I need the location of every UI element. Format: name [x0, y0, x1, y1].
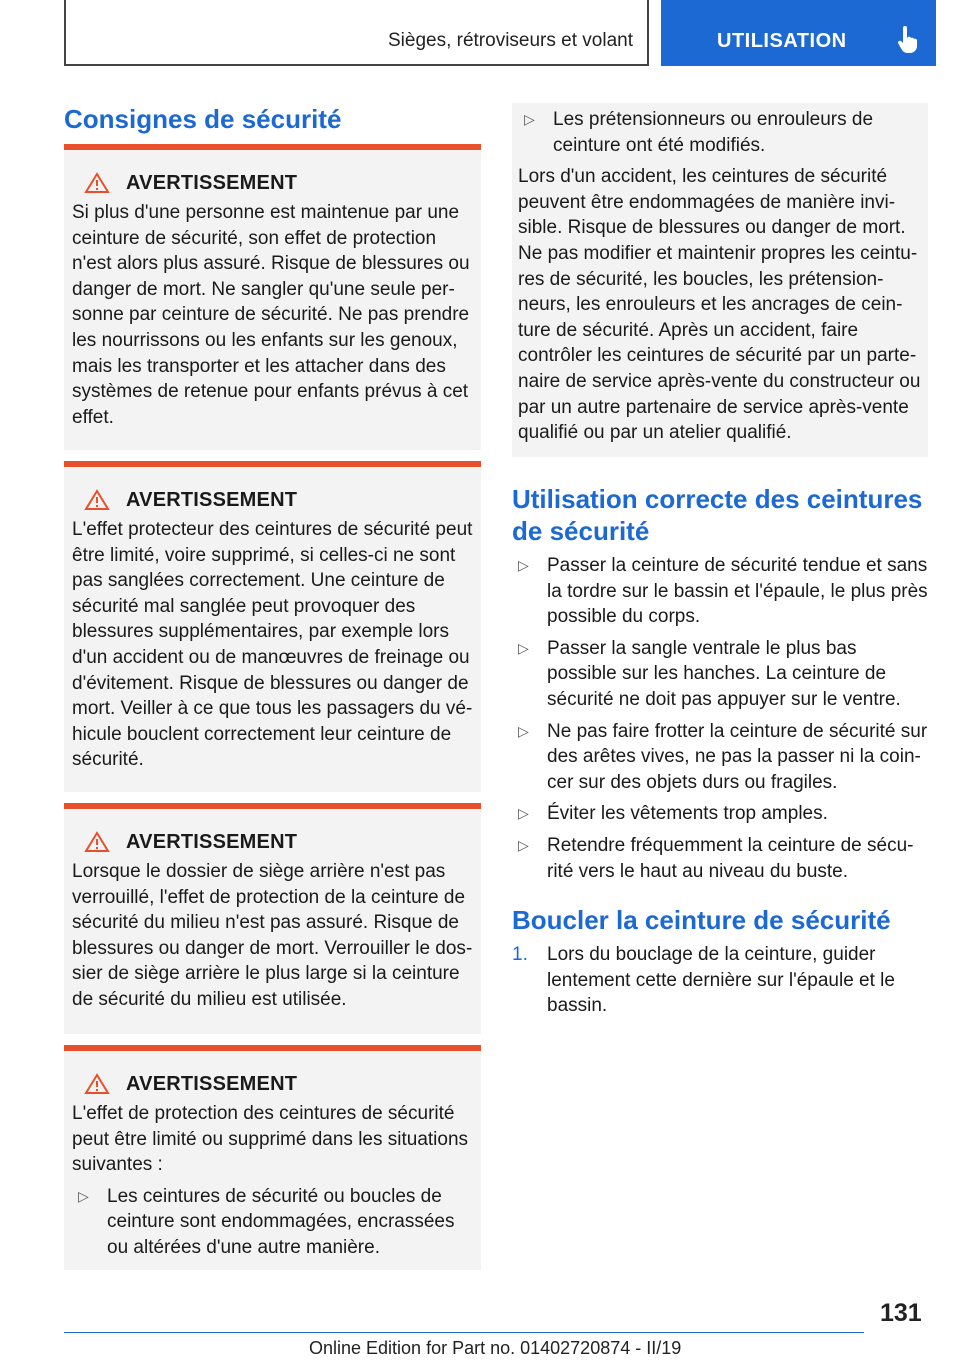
warning-triangle-icon — [84, 489, 110, 511]
section-buckle — [512, 904, 928, 1019]
list-item: ▷ Ne pas faire frotter la ceinture de sécurité sur des arêtes vives, ne pas la passer ni la coincer sur des objets durs ou fragiles. — [518, 720, 928, 793]
triangle-bullet-icon: ▷ — [78, 1187, 89, 1204]
section-heading-correct-use: Utilisation correcte des ceintures de sécurité — [512, 484, 923, 546]
list-item: ▷ Éviter les vêtements trop amples. — [512, 801, 928, 827]
section-correct-use — [512, 483, 928, 884]
triangle-bullet-icon: ▷ — [518, 805, 529, 822]
list-item: ▷ Retendre fréquemment la ceinture de sécurité vers le haut au niveau du buste. — [518, 834, 914, 882]
warning-title: AVERTISSEMENT — [126, 1072, 298, 1095]
warning-text: Si plus d'une personne est maintenue par une ceinture de sécurité, son effet de protection n'est alors plus assuré. Risque de blessures ou danger de mort. Ne sangler qu'une seule personne par ceinture de sécurité. Ne pas prendre les nourrissons ou les enfants sur les genoux, mais les transporter et les attacher dans des systèmes de retenue pour enfants prévus à cet effet. — [72, 202, 470, 428]
hand-pointer-icon — [897, 26, 919, 54]
page-number: 131 — [880, 1299, 922, 1327]
section-heading-safety: Consignes de sécurité — [64, 104, 342, 134]
warning-box-3 — [64, 803, 481, 1034]
list-item: ▷ Passer la ceinture de sécurité tendue et sans la tordre sur le bassin et l'épaule, le plus près possible du corps. — [518, 555, 928, 628]
triangle-bullet-icon: ▷ — [518, 836, 529, 853]
warning-text: L'effet de protection des ceintures de sécurité peut être limité ou supprimé dans les situations suivantes : — [72, 1103, 469, 1176]
warning-box-continued — [512, 103, 928, 457]
warning-triangle-icon — [84, 1073, 110, 1095]
warning-text: Lorsque le dossier de siège arrière n'est pas verrouillé, l'effet de protection de la ceinture de sécurité du milieu n'est pas assuré. Risque de blessures ou danger de mort. Verrouiller le dossier de siège arrière le plus large si la ceinture de sécurité du milieu est utilisée. — [72, 861, 473, 1010]
list-item: ▷ Les ceintures de sécurité ou boucles de ceinture sont endommagées, encrassées ou altérées d'une autre manière. — [78, 1185, 455, 1258]
header-chapter-title: UTILISATION — [717, 30, 847, 52]
triangle-bullet-icon: ▷ — [518, 639, 529, 656]
warning-box-1 — [64, 144, 481, 450]
triangle-bullet-icon: ▷ — [518, 557, 529, 573]
header-chapter-tab — [661, 0, 936, 66]
list-item: ▷ Les prétensionneurs ou enrouleurs de ceinture ont été modifiés. — [524, 109, 874, 156]
triangle-bullet-icon: ▷ — [524, 111, 535, 127]
warning-triangle-icon — [84, 172, 110, 194]
warning-title: AVERTISSEMENT — [126, 171, 298, 194]
warning-text: L'effet protecteur des ceintures de sécurité peut être limité, voire supprimé, si celles-ci ne sont pas sanglées correctement. Une ceinture de sécurité mal sanglée peut provoquer des blessures supplémentaires, par exemple lors d'un accident ou de manœuvres de freinage ou d'évitement. Risque de blessures ou danger de mort. Veiller à ce que tous les passagers du véhicule bouclent correctement leur ceinture de sécurité. — [72, 519, 473, 771]
warning-title: AVERTISSEMENT — [126, 830, 298, 853]
step-item: 1. Lors du bouclage de la ceinture, guider lentement cette dernière sur l'épaule et le bassin. — [512, 944, 895, 1017]
header-section-title: Sièges, rétroviseurs et volant — [387, 30, 633, 51]
warning-box-2 — [64, 461, 481, 792]
list-item: ▷ Passer la sangle ventrale le plus bas possible sur les hanches. La ceinture de sécurité ne doit pas appuyer sur le ventre. — [518, 637, 901, 710]
header-section-tab — [64, 0, 649, 66]
warning-title: AVERTISSEMENT — [126, 488, 298, 511]
warning-text: Lors d'un accident, les ceintures de sécurité peuvent être endommagées de manière invisible. Risque de blessures ou danger de mort. Ne pas modifier et maintenir propres les ceintures de sécurité, les boucles, les prétensionneurs, les enrouleurs et les ancrages de ceinture de sécurité. Après un accident, faire contrôler les ceintures de sécurité par un partenaire de service après-vente du constructeur ou par un autre partenaire de service après-vente qualifié ou par un atelier qualifié. — [518, 166, 921, 444]
edition-text: Online Edition for Part no. 01402720874 - II/19 — [309, 1338, 682, 1358]
section-heading-buckle: Boucler la ceinture de sécurité — [512, 905, 891, 935]
triangle-bullet-icon: ▷ — [518, 722, 529, 739]
warning-box-4 — [64, 1045, 481, 1270]
footer-divider — [64, 1332, 864, 1333]
warning-triangle-icon — [84, 831, 110, 853]
